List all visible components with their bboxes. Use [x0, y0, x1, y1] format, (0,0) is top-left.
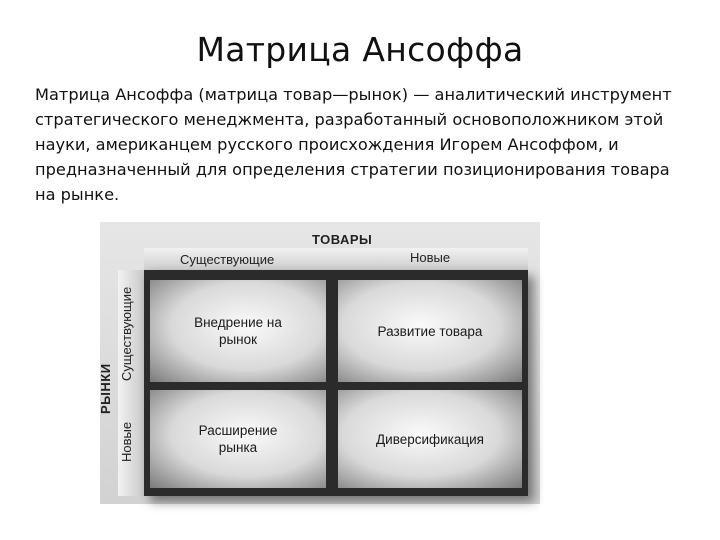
ansoff-matrix-diagram — [100, 222, 540, 504]
slide-title: Матрица Ансоффа — [196, 30, 524, 69]
row-new-label: Новые — [119, 421, 134, 462]
cell-market-development — [150, 390, 326, 488]
cell-market-development-label: Расширение рынка — [198, 423, 278, 455]
markets-axis-label: РЫНКИ — [98, 363, 113, 414]
cell-market-penetration-label: Внедрение на рынок — [194, 315, 282, 347]
products-axis-label: ТОВАРЫ — [312, 232, 373, 247]
cell-product-development — [338, 280, 522, 382]
cell-diversification — [338, 390, 522, 488]
cell-product-development-label: Развитие товара — [377, 323, 483, 339]
cell-diversification-label: Диверсификация — [376, 431, 484, 447]
row-existing-label: Существующие — [119, 286, 134, 381]
cell-market-penetration — [150, 280, 326, 382]
column-existing-label: Существующие — [180, 252, 275, 267]
column-new-label: Новые — [410, 250, 451, 265]
slide-body-text: Матрица Ансоффа (матрица товар—рынок) — аналитический инструмент стратегического менеджмента, разработанный основоположником этой науки, американцем русского происхождения Игорем Ансоффом, и предназначенный для определения стратегии позиционирования товара на рынке. — [35, 85, 672, 204]
